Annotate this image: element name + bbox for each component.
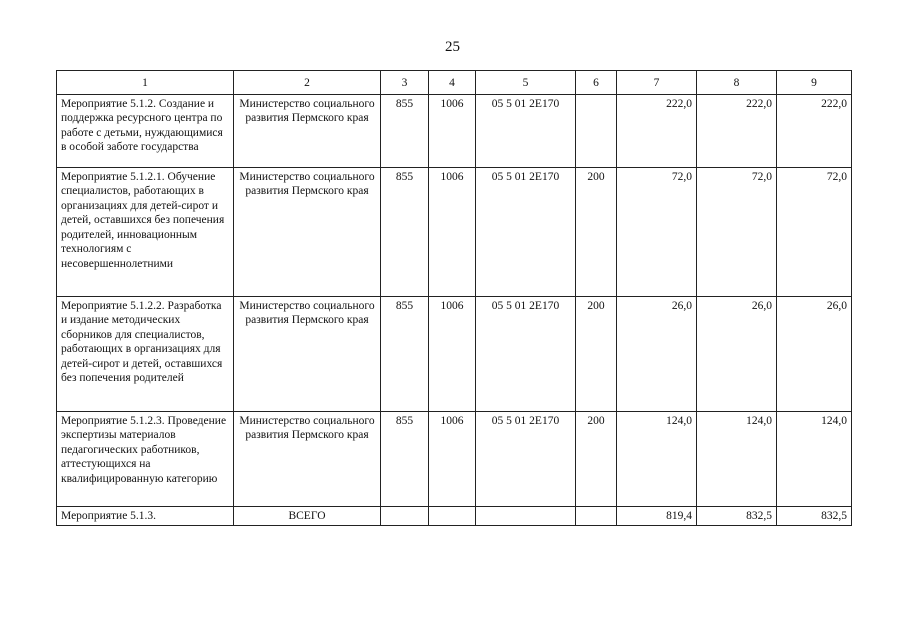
budget-table — [56, 70, 852, 526]
amount-cell: 26,0 — [777, 296, 852, 411]
code-cell — [429, 506, 476, 526]
executor-cell: Министерство социального развития Пермского края — [234, 296, 381, 411]
code-cell: 05 5 01 2Е170 — [476, 296, 576, 411]
page-number: 25 — [445, 39, 460, 55]
code-cell: 200 — [576, 296, 617, 411]
measure-name-cell: Мероприятие 5.1.2.3. Проведение экспертизы материалов педагогических работников, аттестующихся на квалифицированную категорию — [57, 411, 234, 506]
amount-cell: 124,0 — [697, 411, 777, 506]
executor-cell: Министерство социального развития Пермского края — [234, 167, 381, 296]
amount-cell: 72,0 — [697, 167, 777, 296]
code-cell — [381, 506, 429, 526]
amount-cell: 222,0 — [617, 94, 697, 167]
code-cell: 05 5 01 2Е170 — [476, 411, 576, 506]
code-cell: 1006 — [429, 411, 476, 506]
code-cell: 200 — [576, 167, 617, 296]
measure-name-cell: Мероприятие 5.1.2.1. Обучение специалистов, работающих в организациях для детей-сирот и детей, оставшихся без попечения родителей, инновационным технологиям с несовершеннолетними — [57, 167, 234, 296]
code-cell: 1006 — [429, 94, 476, 167]
amount-cell: 819,4 — [617, 506, 697, 526]
code-cell: 200 — [576, 411, 617, 506]
column-header: 9 — [777, 71, 852, 95]
column-header: 8 — [697, 71, 777, 95]
code-cell — [576, 94, 617, 167]
column-header: 2 — [234, 71, 381, 95]
column-header: 6 — [576, 71, 617, 95]
column-header: 1 — [57, 71, 234, 95]
executor-cell: Министерство социального развития Пермского края — [234, 94, 381, 167]
table-header-row — [57, 71, 852, 95]
amount-cell: 222,0 — [777, 94, 852, 167]
column-header: 7 — [617, 71, 697, 95]
code-cell — [476, 506, 576, 526]
code-cell: 855 — [381, 94, 429, 167]
column-header: 5 — [476, 71, 576, 95]
amount-cell: 26,0 — [697, 296, 777, 411]
measure-name-cell: Мероприятие 5.1.2. Создание и поддержка ресурсного центра по работе с детьми, нуждающимися в особой заботе государства — [57, 94, 234, 167]
amount-cell: 124,0 — [777, 411, 852, 506]
code-cell: 1006 — [429, 167, 476, 296]
code-cell: 855 — [381, 411, 429, 506]
amount-cell: 222,0 — [697, 94, 777, 167]
measure-name-cell: Мероприятие 5.1.3. — [57, 506, 234, 526]
measure-name-cell: Мероприятие 5.1.2.2. Разработка и издание методических сборников для специалистов, работающих в организациях для детей-сирот и детей, оставшихся без попечения родителей — [57, 296, 234, 411]
table-row — [57, 411, 852, 506]
column-header: 4 — [429, 71, 476, 95]
amount-cell: 72,0 — [777, 167, 852, 296]
amount-cell: 26,0 — [617, 296, 697, 411]
amount-cell: 72,0 — [617, 167, 697, 296]
amount-cell: 832,5 — [697, 506, 777, 526]
table-row — [57, 167, 852, 296]
table-row — [57, 94, 852, 167]
table-row-total — [57, 506, 852, 526]
code-cell: 855 — [381, 296, 429, 411]
code-cell: 05 5 01 2Е170 — [476, 94, 576, 167]
amount-cell: 832,5 — [777, 506, 852, 526]
code-cell: 05 5 01 2Е170 — [476, 167, 576, 296]
code-cell — [576, 506, 617, 526]
column-header: 3 — [381, 71, 429, 95]
table-row — [57, 296, 852, 411]
code-cell: 855 — [381, 167, 429, 296]
code-cell: 1006 — [429, 296, 476, 411]
total-label-cell: ВСЕГО — [234, 506, 381, 526]
executor-cell: Министерство социального развития Пермского края — [234, 411, 381, 506]
amount-cell: 124,0 — [617, 411, 697, 506]
